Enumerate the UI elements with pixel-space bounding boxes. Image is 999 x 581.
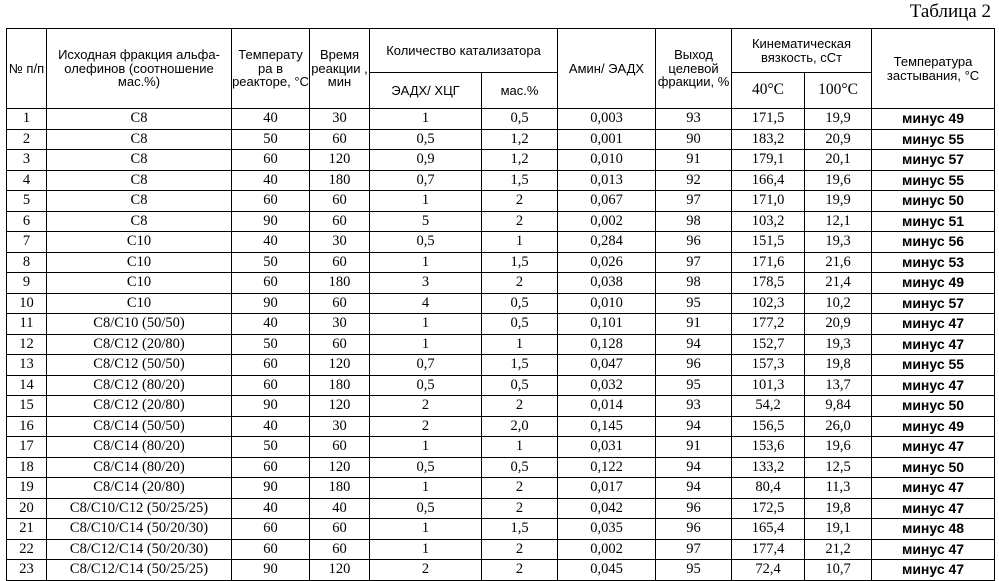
cell-visc-100: 19,1 [805, 519, 872, 540]
cell-pour-point: минус 55 [872, 355, 995, 376]
header-visc-100: 100°С [805, 73, 872, 109]
cell-pour-point: минус 47 [872, 498, 995, 519]
cell-yield: 96 [656, 498, 732, 519]
header-yield: Выход целевой фракции, % [656, 29, 732, 109]
cell-visc-100: 19,3 [805, 232, 872, 253]
cell-time: 60 [310, 191, 370, 212]
cell-num: 12 [7, 334, 47, 355]
table-row [7, 519, 995, 540]
cell-time: 60 [310, 211, 370, 232]
cell-time: 60 [310, 539, 370, 560]
cell-num: 23 [7, 560, 47, 581]
table-row [7, 150, 995, 171]
cell-visc-100: 11,3 [805, 478, 872, 499]
cell-amine: 0,035 [558, 519, 656, 540]
cell-fraction: С10 [47, 232, 232, 253]
cell-visc-100: 19,6 [805, 437, 872, 458]
cell-temp: 90 [232, 478, 310, 499]
cell-pour-point: минус 50 [872, 191, 995, 212]
cell-pour-point: минус 48 [872, 519, 995, 540]
cell-yield: 95 [656, 560, 732, 581]
cell-amine: 0,122 [558, 457, 656, 478]
cell-num: 6 [7, 211, 47, 232]
cell-cat-mass: 1,2 [482, 150, 558, 171]
cell-cat-mass: 2 [482, 191, 558, 212]
cell-amine: 0,001 [558, 129, 656, 150]
cell-visc-40: 101,3 [732, 375, 805, 396]
cell-time: 60 [310, 519, 370, 540]
cell-num: 11 [7, 314, 47, 335]
cell-yield: 96 [656, 232, 732, 253]
cell-fraction: С8 [47, 191, 232, 212]
cell-fraction: С10 [47, 293, 232, 314]
table-row [7, 273, 995, 294]
cell-pour-point: минус 57 [872, 293, 995, 314]
cell-yield: 91 [656, 150, 732, 171]
cell-time: 120 [310, 560, 370, 581]
cell-pour-point: минус 47 [872, 334, 995, 355]
cell-fraction: С8 [47, 150, 232, 171]
cell-fraction: С8/С14 (80/20) [47, 437, 232, 458]
cell-pour-point: минус 47 [872, 539, 995, 560]
cell-temp: 40 [232, 170, 310, 191]
cell-temp: 40 [232, 314, 310, 335]
cell-pour-point: минус 51 [872, 211, 995, 232]
header-cat-ratio: ЭАДХ/ ХЦГ [370, 73, 482, 109]
cell-amine: 0,128 [558, 334, 656, 355]
cell-fraction: С8/С12 (20/80) [47, 396, 232, 417]
header-amine: Амин/ ЭАДХ [558, 29, 656, 109]
table-row [7, 109, 995, 130]
cell-visc-40: 166,4 [732, 170, 805, 191]
cell-amine: 0,067 [558, 191, 656, 212]
cell-time: 120 [310, 457, 370, 478]
header-fraction: Исходная фракция альфа-олефинов (соотношение мас.%) [47, 29, 232, 109]
cell-temp: 50 [232, 437, 310, 458]
cell-cat-ratio: 0,5 [370, 129, 482, 150]
cell-time: 180 [310, 478, 370, 499]
table-row [7, 252, 995, 273]
cell-visc-40: 72,4 [732, 560, 805, 581]
cell-pour-point: минус 53 [872, 252, 995, 273]
cell-temp: 40 [232, 109, 310, 130]
table-row [7, 129, 995, 150]
cell-fraction: С8/С14 (50/50) [47, 416, 232, 437]
cell-yield: 94 [656, 334, 732, 355]
cell-temp: 50 [232, 129, 310, 150]
table-row [7, 560, 995, 581]
table-row [7, 539, 995, 560]
cell-num: 4 [7, 170, 47, 191]
cell-visc-40: 183,2 [732, 129, 805, 150]
cell-pour-point: минус 55 [872, 170, 995, 191]
table-row [7, 232, 995, 253]
cell-fraction: С8/С10 (50/50) [47, 314, 232, 335]
cell-pour-point: минус 49 [872, 109, 995, 130]
cell-time: 40 [310, 498, 370, 519]
results-table [6, 28, 995, 581]
header-temp: Температу ра в реакторе, °С [232, 29, 310, 109]
cell-visc-100: 20,9 [805, 129, 872, 150]
cell-yield: 98 [656, 211, 732, 232]
cell-cat-mass: 1,5 [482, 519, 558, 540]
cell-num: 1 [7, 109, 47, 130]
cell-num: 21 [7, 519, 47, 540]
cell-yield: 96 [656, 519, 732, 540]
cell-visc-40: 151,5 [732, 232, 805, 253]
cell-cat-ratio: 1 [370, 539, 482, 560]
cell-visc-100: 10,7 [805, 560, 872, 581]
cell-yield: 91 [656, 314, 732, 335]
cell-visc-40: 157,3 [732, 355, 805, 376]
cell-visc-40: 153,6 [732, 437, 805, 458]
cell-time: 120 [310, 355, 370, 376]
cell-cat-mass: 2 [482, 560, 558, 581]
cell-cat-ratio: 0,9 [370, 150, 482, 171]
cell-yield: 93 [656, 396, 732, 417]
cell-pour-point: минус 47 [872, 560, 995, 581]
cell-fraction: С8/С14 (80/20) [47, 457, 232, 478]
cell-fraction: С8/С14 (20/80) [47, 478, 232, 499]
cell-time: 120 [310, 150, 370, 171]
cell-cat-ratio: 0,5 [370, 232, 482, 253]
cell-num: 9 [7, 273, 47, 294]
cell-temp: 60 [232, 375, 310, 396]
cell-amine: 0,017 [558, 478, 656, 499]
cell-amine: 0,038 [558, 273, 656, 294]
cell-temp: 90 [232, 560, 310, 581]
cell-cat-ratio: 4 [370, 293, 482, 314]
cell-cat-ratio: 1 [370, 437, 482, 458]
cell-yield: 91 [656, 437, 732, 458]
cell-temp: 60 [232, 519, 310, 540]
cell-amine: 0,003 [558, 109, 656, 130]
cell-cat-mass: 1 [482, 437, 558, 458]
cell-fraction: С8 [47, 211, 232, 232]
cell-cat-mass: 1,5 [482, 355, 558, 376]
table-row [7, 211, 995, 232]
cell-fraction: С8/С12 (20/80) [47, 334, 232, 355]
cell-cat-mass: 2 [482, 211, 558, 232]
cell-fraction: С8/С10/С12 (50/25/25) [47, 498, 232, 519]
cell-amine: 0,032 [558, 375, 656, 396]
cell-time: 120 [310, 396, 370, 417]
cell-visc-100: 19,3 [805, 334, 872, 355]
cell-visc-100: 19,8 [805, 355, 872, 376]
cell-temp: 50 [232, 252, 310, 273]
cell-amine: 0,010 [558, 293, 656, 314]
cell-yield: 96 [656, 355, 732, 376]
cell-pour-point: минус 49 [872, 416, 995, 437]
cell-yield: 97 [656, 252, 732, 273]
cell-temp: 40 [232, 416, 310, 437]
cell-visc-40: 172,5 [732, 498, 805, 519]
cell-visc-100: 21,4 [805, 273, 872, 294]
header-catalyst: Количество катализатора [370, 29, 558, 73]
cell-temp: 40 [232, 498, 310, 519]
cell-cat-ratio: 2 [370, 416, 482, 437]
cell-visc-100: 21,2 [805, 539, 872, 560]
cell-visc-40: 156,5 [732, 416, 805, 437]
cell-num: 10 [7, 293, 47, 314]
cell-visc-100: 19,9 [805, 191, 872, 212]
cell-pour-point: минус 50 [872, 457, 995, 478]
cell-cat-ratio: 1 [370, 334, 482, 355]
table-row [7, 416, 995, 437]
cell-visc-40: 178,5 [732, 273, 805, 294]
table-row [7, 498, 995, 519]
cell-time: 180 [310, 375, 370, 396]
table-row [7, 293, 995, 314]
cell-cat-mass: 0,5 [482, 293, 558, 314]
cell-cat-ratio: 0,7 [370, 170, 482, 191]
table-row [7, 375, 995, 396]
cell-temp: 50 [232, 334, 310, 355]
cell-amine: 0,145 [558, 416, 656, 437]
cell-cat-ratio: 1 [370, 478, 482, 499]
cell-visc-40: 179,1 [732, 150, 805, 171]
table-row [7, 170, 995, 191]
cell-pour-point: минус 47 [872, 375, 995, 396]
cell-visc-40: 103,2 [732, 211, 805, 232]
cell-visc-40: 152,7 [732, 334, 805, 355]
cell-num: 7 [7, 232, 47, 253]
cell-temp: 90 [232, 211, 310, 232]
cell-fraction: С8/С12/С14 (50/25/25) [47, 560, 232, 581]
cell-fraction: С8/С12 (50/50) [47, 355, 232, 376]
cell-cat-ratio: 1 [370, 109, 482, 130]
cell-amine: 0,042 [558, 498, 656, 519]
cell-time: 180 [310, 273, 370, 294]
cell-cat-mass: 2 [482, 539, 558, 560]
cell-time: 60 [310, 129, 370, 150]
header-viscosity: Кинематическая вязкость, сСт [732, 29, 872, 73]
cell-visc-100: 12,1 [805, 211, 872, 232]
cell-num: 18 [7, 457, 47, 478]
cell-temp: 90 [232, 396, 310, 417]
table-row [7, 437, 995, 458]
cell-time: 180 [310, 170, 370, 191]
cell-cat-ratio: 1 [370, 314, 482, 335]
table-row [7, 355, 995, 376]
cell-time: 30 [310, 314, 370, 335]
cell-yield: 94 [656, 457, 732, 478]
cell-visc-100: 19,9 [805, 109, 872, 130]
cell-fraction: С8 [47, 170, 232, 191]
table-row [7, 334, 995, 355]
cell-cat-mass: 0,5 [482, 314, 558, 335]
cell-visc-40: 80,4 [732, 478, 805, 499]
cell-num: 17 [7, 437, 47, 458]
cell-yield: 92 [656, 170, 732, 191]
cell-visc-100: 20,1 [805, 150, 872, 171]
table-body [7, 109, 995, 581]
cell-time: 60 [310, 293, 370, 314]
table-row [7, 396, 995, 417]
cell-temp: 60 [232, 191, 310, 212]
cell-time: 30 [310, 109, 370, 130]
cell-visc-40: 171,6 [732, 252, 805, 273]
cell-cat-ratio: 3 [370, 273, 482, 294]
cell-pour-point: минус 47 [872, 314, 995, 335]
header-num: № п/п [7, 29, 47, 109]
cell-yield: 95 [656, 293, 732, 314]
cell-visc-100: 19,8 [805, 498, 872, 519]
cell-yield: 98 [656, 273, 732, 294]
cell-cat-mass: 0,5 [482, 109, 558, 130]
table-row [7, 478, 995, 499]
cell-pour-point: минус 47 [872, 437, 995, 458]
cell-cat-mass: 1,2 [482, 129, 558, 150]
cell-yield: 90 [656, 129, 732, 150]
cell-cat-ratio: 1 [370, 191, 482, 212]
cell-fraction: С8/С12 (80/20) [47, 375, 232, 396]
cell-yield: 97 [656, 539, 732, 560]
header-cat-mass: мас.% [482, 73, 558, 109]
cell-fraction: С8/С10/С14 (50/20/30) [47, 519, 232, 540]
cell-num: 20 [7, 498, 47, 519]
cell-num: 2 [7, 129, 47, 150]
cell-cat-mass: 1 [482, 334, 558, 355]
header-time: Время реакции , мин [310, 29, 370, 109]
cell-amine: 0,014 [558, 396, 656, 417]
cell-amine: 0,045 [558, 560, 656, 581]
cell-visc-40: 102,3 [732, 293, 805, 314]
cell-cat-ratio: 1 [370, 252, 482, 273]
cell-cat-ratio: 0,5 [370, 375, 482, 396]
cell-num: 3 [7, 150, 47, 171]
cell-time: 30 [310, 416, 370, 437]
table-caption: Таблица 2 [909, 1, 991, 22]
cell-visc-40: 171,0 [732, 191, 805, 212]
cell-fraction: С10 [47, 273, 232, 294]
cell-visc-100: 26,0 [805, 416, 872, 437]
header-pour-point: Температура застывания, °С [872, 29, 995, 109]
cell-visc-40: 133,2 [732, 457, 805, 478]
cell-visc-100: 20,9 [805, 314, 872, 335]
cell-amine: 0,010 [558, 150, 656, 171]
cell-num: 14 [7, 375, 47, 396]
cell-cat-mass: 2 [482, 273, 558, 294]
cell-amine: 0,101 [558, 314, 656, 335]
cell-cat-ratio: 2 [370, 396, 482, 417]
cell-cat-mass: 2 [482, 498, 558, 519]
cell-amine: 0,026 [558, 252, 656, 273]
cell-cat-ratio: 0,5 [370, 498, 482, 519]
cell-cat-ratio: 5 [370, 211, 482, 232]
cell-fraction: С10 [47, 252, 232, 273]
cell-visc-100: 19,6 [805, 170, 872, 191]
cell-yield: 94 [656, 478, 732, 499]
cell-pour-point: минус 55 [872, 129, 995, 150]
cell-temp: 40 [232, 232, 310, 253]
cell-num: 22 [7, 539, 47, 560]
cell-fraction: С8 [47, 129, 232, 150]
cell-amine: 0,031 [558, 437, 656, 458]
cell-visc-100: 12,5 [805, 457, 872, 478]
cell-yield: 94 [656, 416, 732, 437]
cell-temp: 60 [232, 355, 310, 376]
cell-temp: 90 [232, 293, 310, 314]
cell-visc-100: 21,6 [805, 252, 872, 273]
cell-visc-40: 54,2 [732, 396, 805, 417]
cell-fraction: С8/С12/С14 (50/20/30) [47, 539, 232, 560]
cell-num: 13 [7, 355, 47, 376]
cell-amine: 0,002 [558, 539, 656, 560]
cell-cat-mass: 2,0 [482, 416, 558, 437]
cell-time: 60 [310, 252, 370, 273]
cell-pour-point: минус 47 [872, 478, 995, 499]
cell-amine: 0,002 [558, 211, 656, 232]
cell-visc-100: 10,2 [805, 293, 872, 314]
table-row [7, 314, 995, 335]
cell-amine: 0,047 [558, 355, 656, 376]
cell-cat-ratio: 0,5 [370, 457, 482, 478]
cell-visc-40: 177,2 [732, 314, 805, 335]
cell-cat-mass: 1,5 [482, 252, 558, 273]
cell-num: 15 [7, 396, 47, 417]
cell-num: 8 [7, 252, 47, 273]
cell-visc-40: 165,4 [732, 519, 805, 540]
cell-cat-ratio: 2 [370, 560, 482, 581]
cell-visc-40: 171,5 [732, 109, 805, 130]
cell-pour-point: минус 50 [872, 396, 995, 417]
cell-temp: 60 [232, 539, 310, 560]
cell-cat-ratio: 0,7 [370, 355, 482, 376]
cell-visc-100: 13,7 [805, 375, 872, 396]
cell-cat-mass: 0,5 [482, 457, 558, 478]
cell-cat-mass: 0,5 [482, 375, 558, 396]
cell-cat-mass: 1,5 [482, 170, 558, 191]
cell-pour-point: минус 56 [872, 232, 995, 253]
cell-yield: 97 [656, 191, 732, 212]
cell-yield: 95 [656, 375, 732, 396]
cell-temp: 60 [232, 150, 310, 171]
cell-num: 16 [7, 416, 47, 437]
cell-pour-point: минус 49 [872, 273, 995, 294]
cell-pour-point: минус 57 [872, 150, 995, 171]
header-visc-40: 40°С [732, 73, 805, 109]
table-row [7, 191, 995, 212]
cell-num: 5 [7, 191, 47, 212]
cell-visc-40: 177,4 [732, 539, 805, 560]
cell-yield: 93 [656, 109, 732, 130]
table-row [7, 457, 995, 478]
cell-time: 60 [310, 437, 370, 458]
cell-cat-mass: 1 [482, 232, 558, 253]
cell-cat-mass: 2 [482, 478, 558, 499]
cell-visc-100: 9,84 [805, 396, 872, 417]
cell-time: 60 [310, 334, 370, 355]
cell-temp: 60 [232, 457, 310, 478]
cell-amine: 0,284 [558, 232, 656, 253]
cell-temp: 60 [232, 273, 310, 294]
cell-cat-mass: 2 [482, 396, 558, 417]
cell-cat-ratio: 1 [370, 519, 482, 540]
cell-amine: 0,013 [558, 170, 656, 191]
cell-num: 19 [7, 478, 47, 499]
cell-fraction: С8 [47, 109, 232, 130]
cell-time: 30 [310, 232, 370, 253]
